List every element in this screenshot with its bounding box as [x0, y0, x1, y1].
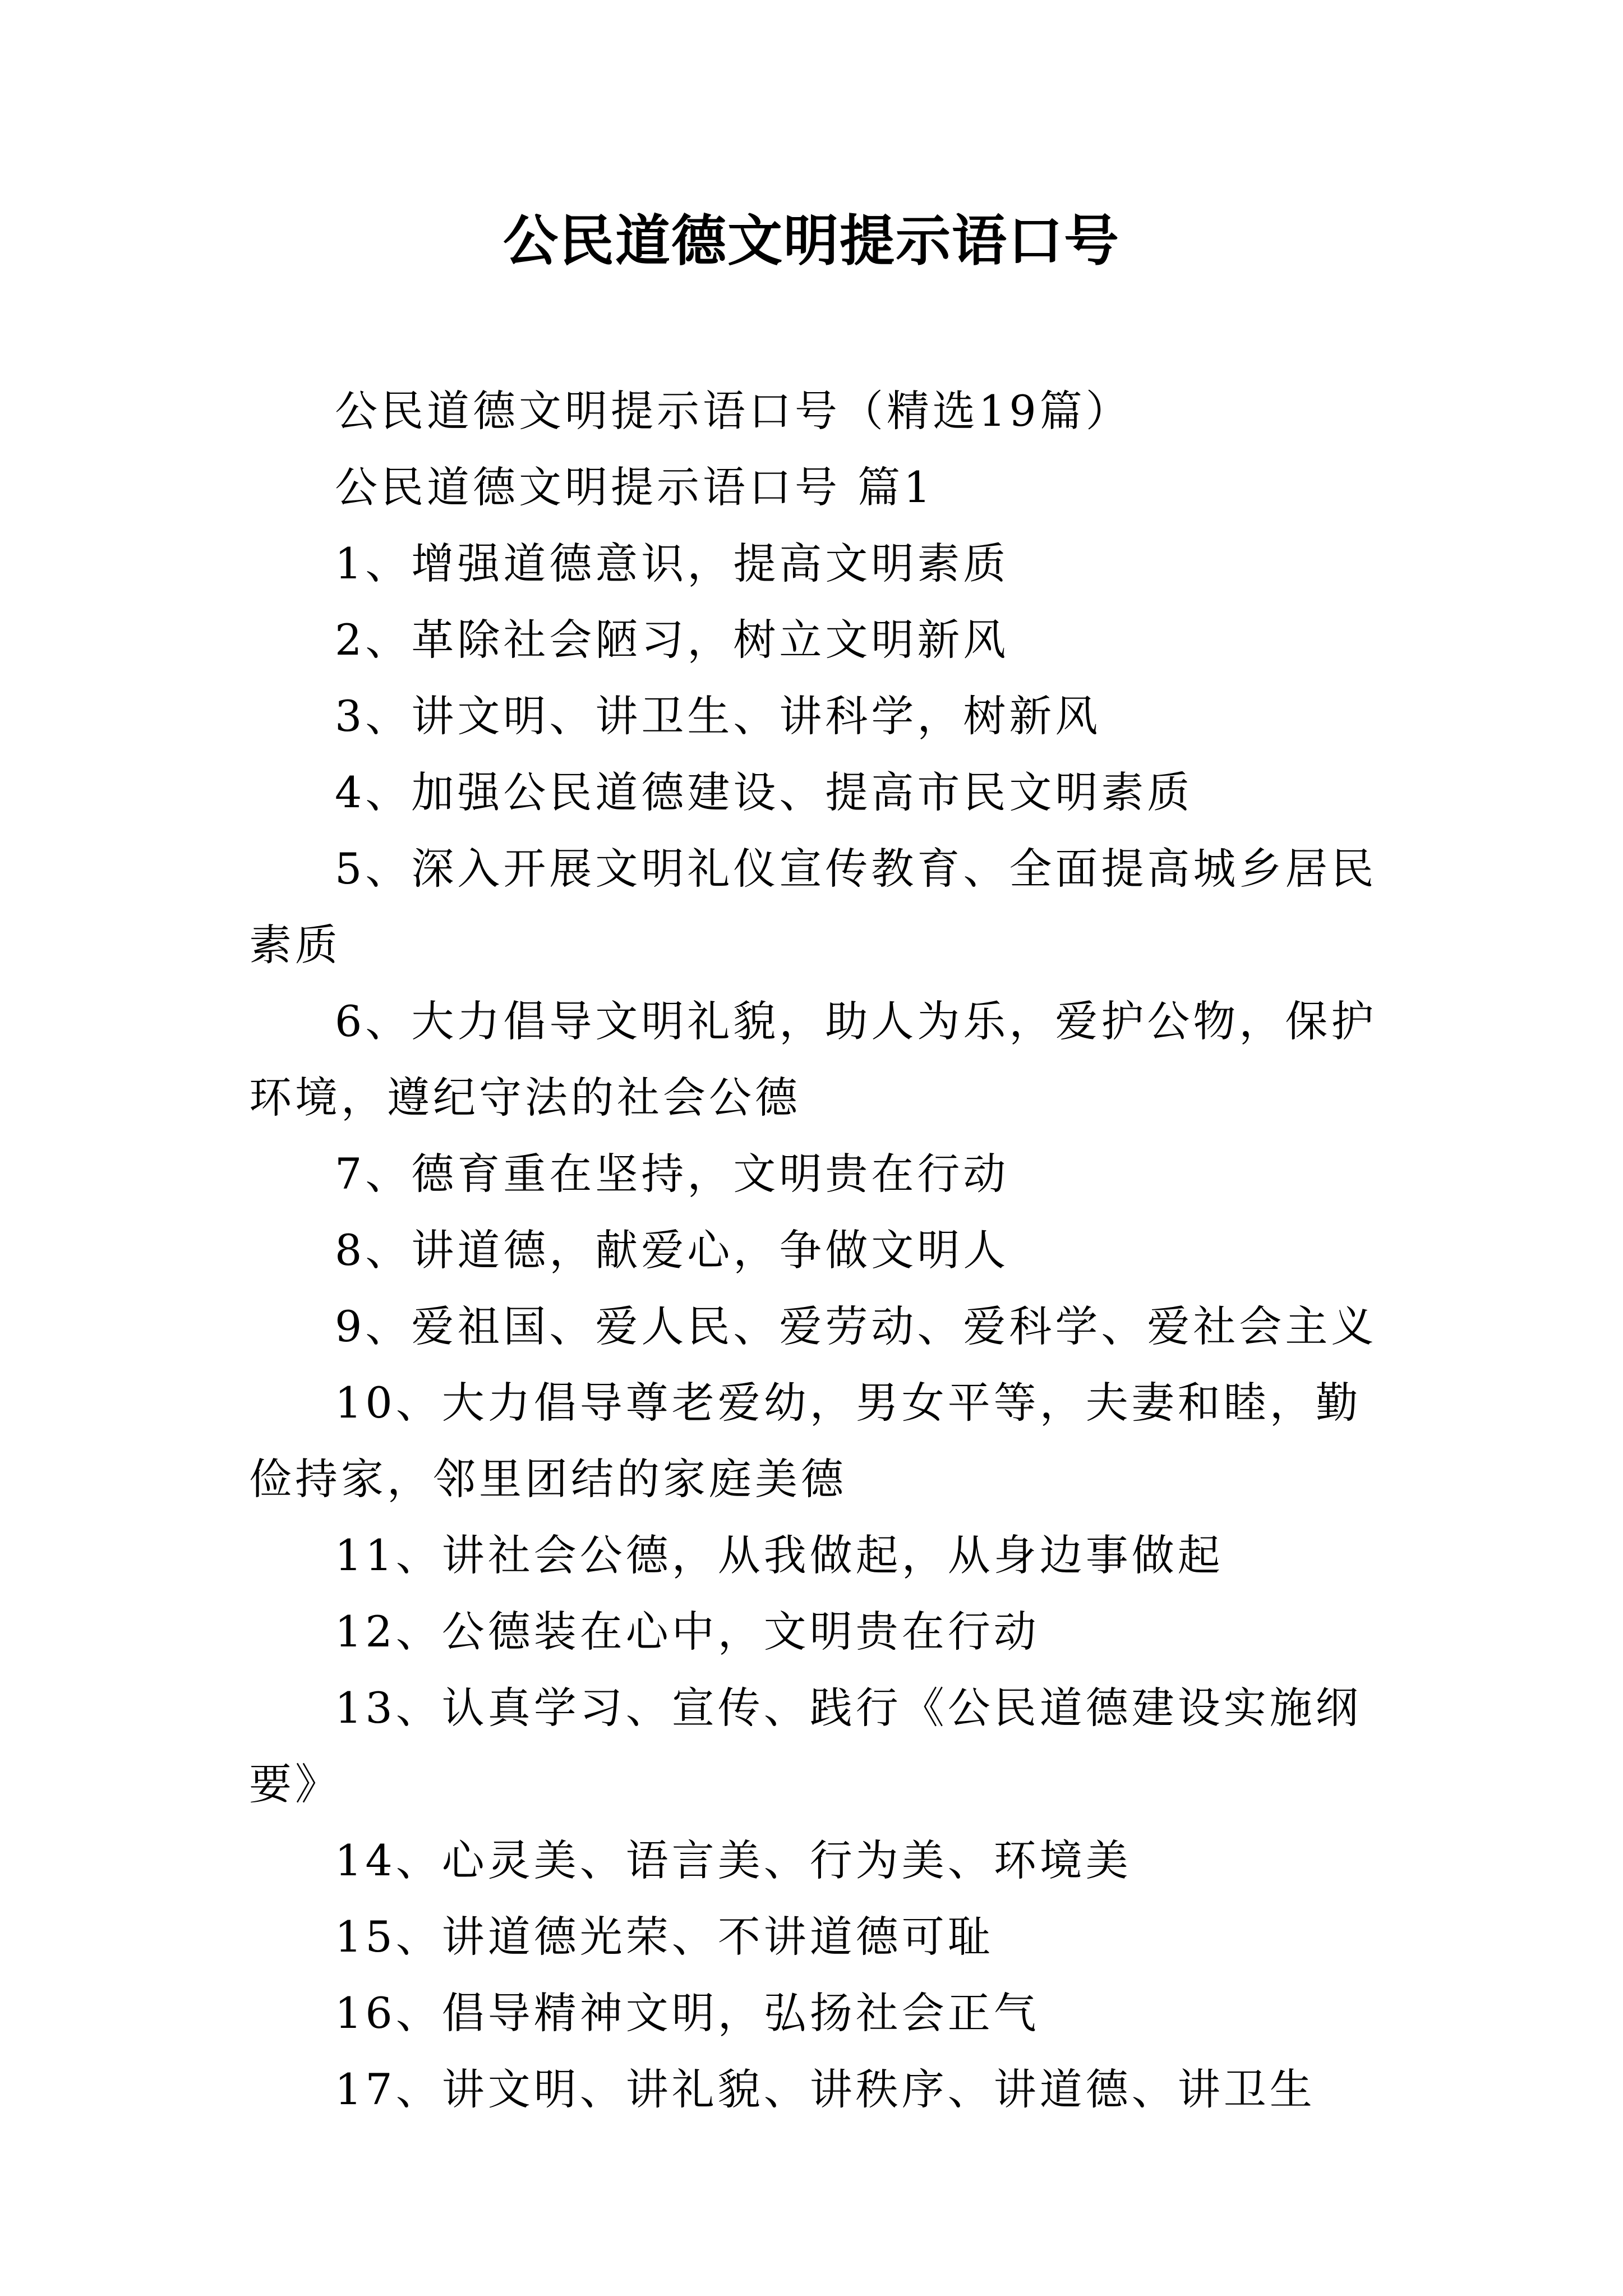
slogan-item-7: 7、德育重在坚持，文明贵在行动 — [335, 1149, 1009, 1199]
section-heading: 公民道德文明提示语口号 篇1 — [335, 462, 934, 512]
slogan-item-6: 6、大力倡导文明礼貌，助人为乐，爱护公物，保护环境，遵纪守法的社会公德 — [249, 996, 1377, 1122]
slogan-item-16: 16、倡导精神文明，弘扬社会正气 — [335, 1988, 1040, 2038]
slogan-item-17: 17、讲文明、讲礼貌、讲秩序、讲道德、讲卫生 — [335, 2064, 1316, 2114]
slogan-item-4: 4、加强公民道德建设、提高市民文明素质 — [335, 767, 1193, 817]
document-body — [249, 373, 1404, 2128]
subtitle-paragraph: 公民道德文明提示语口号（精选19篇） — [335, 386, 1132, 436]
slogan-item-10: 10、大力倡导尊老爱幼，男女平等，夫妻和睦，勤俭持家，邻里团结的家庭美德 — [249, 1378, 1362, 1504]
slogan-item-8: 8、讲道德，献爱心，争做文明人 — [335, 1225, 1009, 1275]
slogan-item-9: 9、爱祖国、爱人民、爱劳动、爱科学、爱社会主义 — [335, 1301, 1377, 1351]
document-title: 公民道德文明提示语口号 — [502, 209, 1120, 273]
slogan-item-13: 13、认真学习、宣传、践行《公民道德建设实施纲要》 — [249, 1683, 1362, 1809]
slogan-item-11: 11、讲社会公德，从我做起，从身边事做起 — [335, 1530, 1224, 1580]
slogan-item-5: 5、深入开展文明礼仪宣传教育、全面提高城乡居民素质 — [249, 844, 1377, 970]
slogan-item-2: 2、革除社会陋习，树立文明新风 — [335, 615, 1009, 665]
slogan-item-12: 12、公德装在心中，文明贵在行动 — [335, 1607, 1040, 1657]
slogan-item-1: 1、增强道德意识，提高文明素质 — [335, 539, 1009, 588]
slogan-item-14: 14、心灵美、语言美、行为美、环境美 — [335, 1835, 1132, 1885]
slogan-item-3: 3、讲文明、讲卫生、讲科学，树新风 — [335, 691, 1101, 741]
slogan-item-15: 15、讲道德光荣、不讲道德可耻 — [335, 1912, 994, 1962]
